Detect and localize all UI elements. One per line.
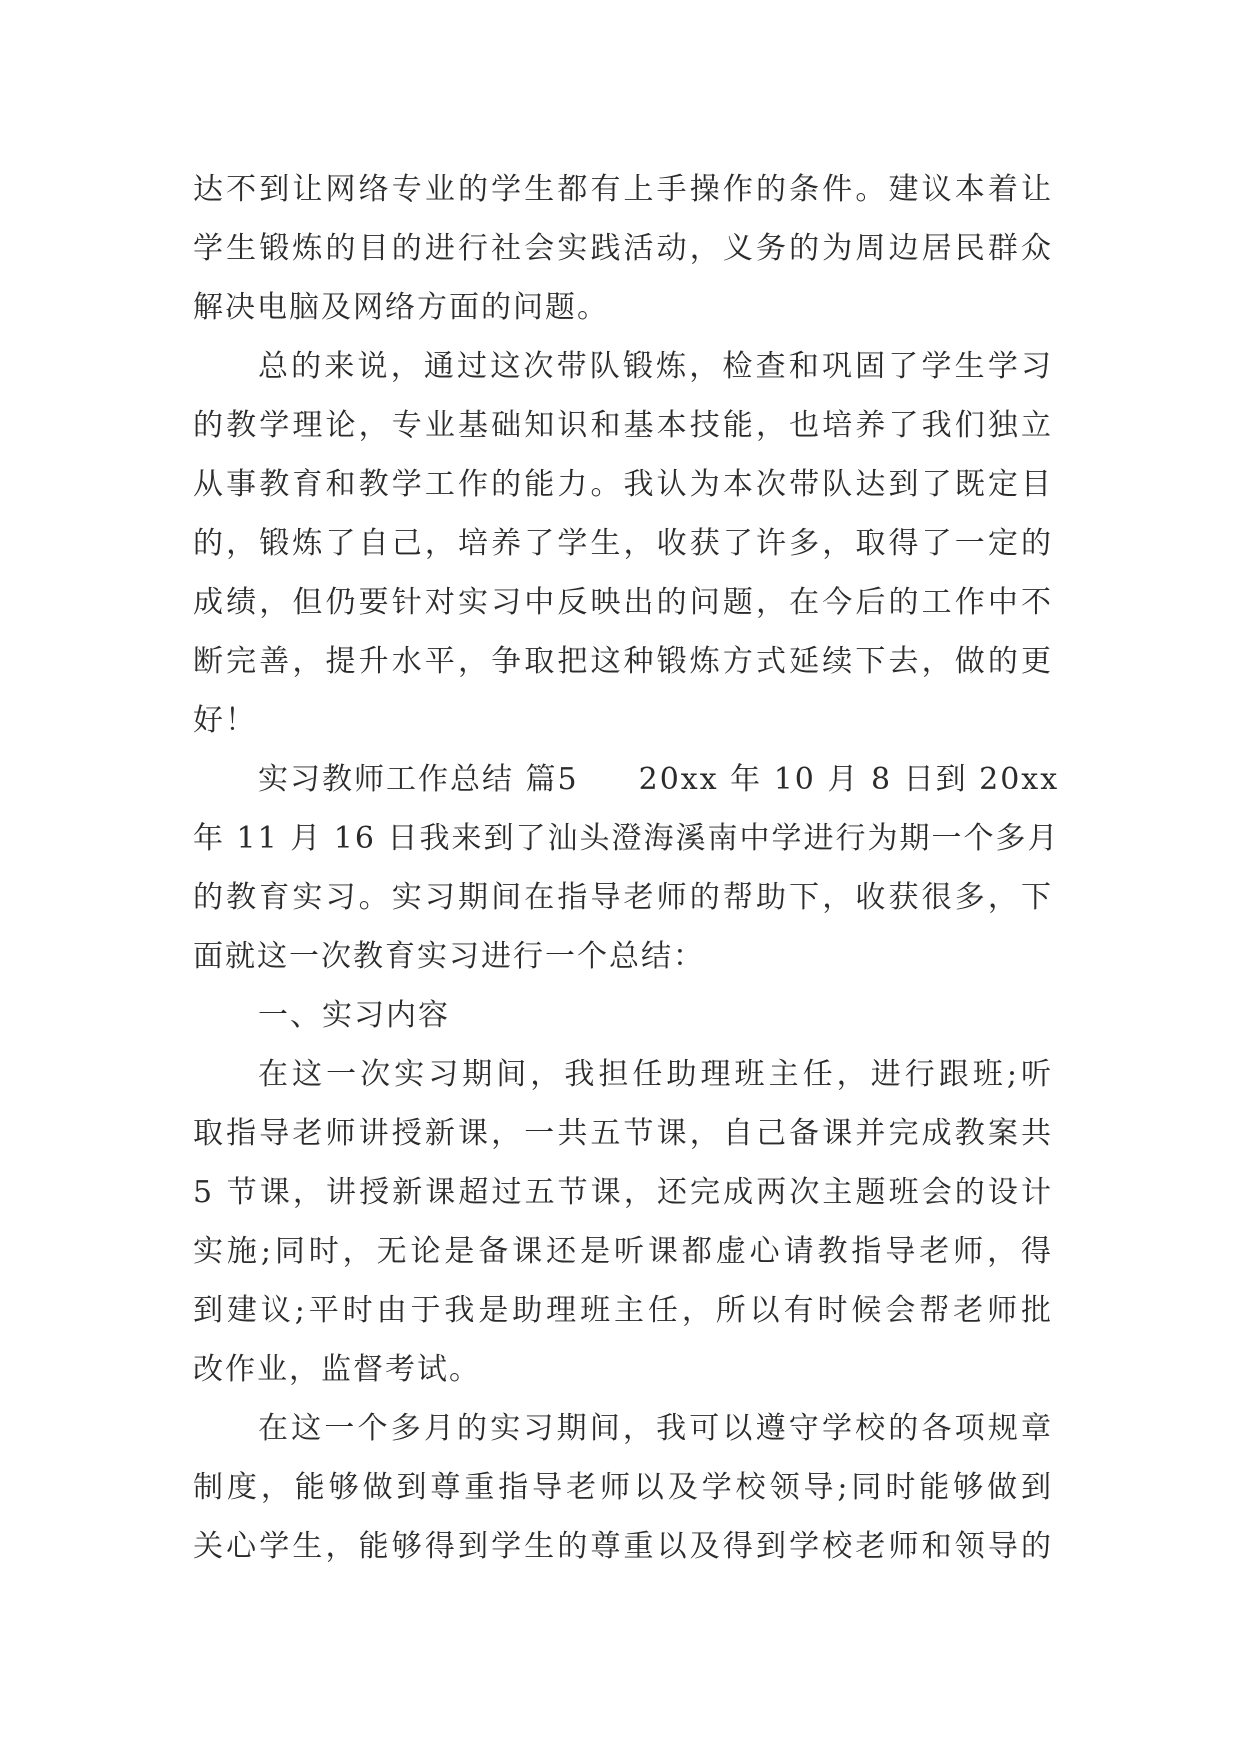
text-line: 解决电脑及网络方面的问题。 xyxy=(193,290,609,325)
text-line: 好！ xyxy=(193,703,257,738)
text-line: 实施;同时，无论是备课还是听课都虚心请教指导老师，得 xyxy=(193,1234,1053,1269)
text-line: 从事教育和教学工作的能力。我认为本次带队达到了既定目 xyxy=(193,467,1053,502)
section-heading-line xyxy=(193,750,1060,809)
text-line: 面就这一次教育实习进行一个总结： xyxy=(193,939,705,974)
text-line: 总的来说，通过这次带队锻炼，检查和巩固了学生学习 xyxy=(258,349,1053,384)
text-line: 断完善，提升水平，争取把这种锻炼方式延续下去，做的更 xyxy=(193,644,1053,679)
text-line: 的教学理论，专业基础知识和基本技能，也培养了我们独立 xyxy=(193,408,1053,443)
text-line: 的教育实习。实习期间在指导老师的帮助下，收获很多，下 xyxy=(193,880,1053,915)
text-line: 改作业，监督考试。 xyxy=(193,1352,481,1387)
text-line: 年 11 月 16 日我来到了汕头澄海溪南中学进行为期一个多月 xyxy=(193,821,1060,856)
text-line: 5 节课，讲授新课超过五节课，还完成两次主题班会的设计 xyxy=(193,1175,1053,1210)
text-line: 学生锻炼的目的进行社会实践活动，义务的为周边居民群众 xyxy=(193,231,1053,266)
section-heading: 实习教师工作总结 篇5 xyxy=(258,762,579,797)
text-span: 20xx 年 10 月 8 日到 20xx xyxy=(638,762,1060,797)
text-line: 在这一个多月的实习期间，我可以遵守学校的各项规章 xyxy=(258,1411,1053,1446)
text-line: 达不到让网络专业的学生都有上手操作的条件。建议本着让 xyxy=(193,172,1053,207)
subheading: 一、实习内容 xyxy=(258,998,450,1033)
text-line: 关心学生，能够得到学生的尊重以及得到学校老师和领导的 xyxy=(193,1529,1053,1564)
document-body xyxy=(193,160,1060,1576)
text-line: 取指导老师讲授新课，一共五节课，自己备课并完成教案共 xyxy=(193,1116,1053,1151)
text-line: 制度，能够做到尊重指导老师以及学校领导;同时能够做到 xyxy=(193,1470,1053,1505)
text-line: 的，锻炼了自己，培养了学生，收获了许多，取得了一定的 xyxy=(193,526,1053,561)
text-line: 在这一次实习期间，我担任助理班主任，进行跟班;听 xyxy=(258,1057,1053,1092)
text-line: 成绩，但仍要针对实习中反映出的问题，在今后的工作中不 xyxy=(193,585,1053,620)
text-line: 到建议;平时由于我是助理班主任，所以有时候会帮老师批 xyxy=(193,1293,1053,1328)
